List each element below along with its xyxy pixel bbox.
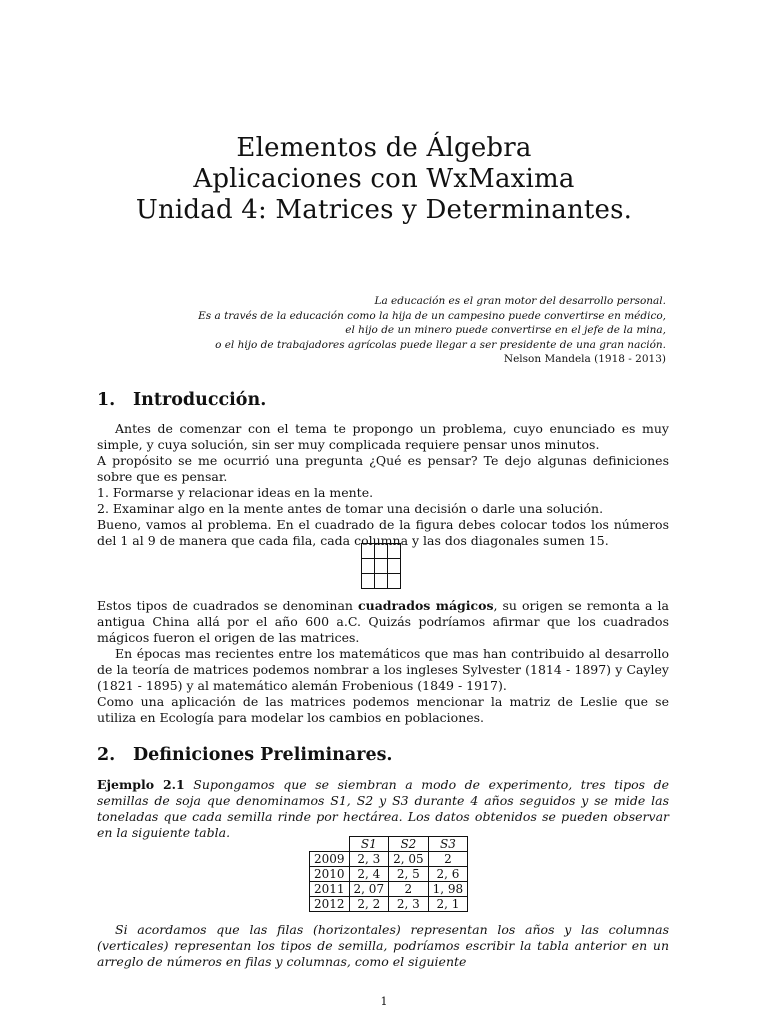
table-cell: 2, 3 [389, 897, 429, 912]
quote-line: o el hijo de trabajadores agrícolas puede llegar a ser presidente de una gran nación. [215, 338, 666, 351]
table-cell: 2, 05 [389, 852, 429, 867]
quote-line: Es a través de la educación como la hija de un campesino puede convertirse en médico, [198, 309, 666, 322]
table-cell: 2009 [310, 852, 350, 867]
table-cell: 2, 2 [349, 897, 389, 912]
section-number: 2. [97, 745, 116, 765]
list-item: 2. Examinar algo en la mente antes de tomar una decisión o darle una solución. [97, 501, 604, 516]
table-cell: 2 [428, 852, 468, 867]
table-cell: 2, 4 [349, 867, 389, 882]
table-cell: 1, 98 [428, 882, 468, 897]
magic-square-body [97, 598, 669, 726]
table-row [310, 897, 468, 912]
intro-body [97, 421, 669, 549]
example-label: Ejemplo 2.1 [97, 777, 185, 792]
paragraph: A propósito se me ocurrió una pregunta ¿Qué es pensar? Te dejo algunas definiciones sobre que es pensar. [97, 453, 669, 484]
table-header: S2 [389, 837, 429, 852]
section-heading-introduccion [97, 389, 266, 411]
title-line-3: Unidad 4: Matrices y Determinantes. [135, 195, 633, 225]
section-title: Introducción. [133, 390, 267, 410]
paragraph-after-table: Si acordamos que las filas (horizontales) representan los años y las columnas (verticales) representan los tipos de semilla, podríamos escribir la tabla anterior en un arreglo de números en filas y columnas, como el siguiente [97, 922, 669, 969]
table-cell: 2012 [310, 897, 350, 912]
document-title [0, 133, 768, 226]
table-cell: 2, 07 [349, 882, 389, 897]
table-cell: 2, 3 [349, 852, 389, 867]
table-cell: 2, 6 [428, 867, 468, 882]
paragraph: Bueno, vamos al problema. En el cuadrado de la figura debes colocar todos los números del 1 al 9 de manera que cada fila, cada columna y las dos diagonales sumen 15. [97, 517, 669, 548]
quote-author: Nelson Mandela (1918 - 2013) [503, 353, 666, 365]
quote-line: La educación es el gran motor del desarrollo personal. [374, 295, 666, 307]
magic-square-grid [361, 543, 401, 589]
title-line-2: Aplicaciones con WxMaxima [193, 164, 575, 194]
paragraph: Como una aplicación de las matrices podemos mencionar la matriz de Leslie que se utiliza en Ecología para modelar los cambios en poblaciones. [97, 694, 669, 725]
table-cell: 2, 1 [428, 897, 468, 912]
section-heading-definiciones [97, 744, 393, 766]
paragraph: En épocas mas recientes entre los matemáticos que mas han contribuido al desarrollo de la teoría de matrices podemos nombrar a los ingleses Sylvester (1814 - 1897) y Cayley (1821 - 1895) y al matemático alemán Frobenious (1849 - 1917). [97, 646, 669, 693]
table-row [310, 852, 468, 867]
table-cell: 2010 [310, 867, 350, 882]
table-row [310, 882, 468, 897]
title-line-1: Elementos de Álgebra [236, 133, 532, 163]
table-cell: 2011 [310, 882, 350, 897]
table-corner [310, 837, 350, 852]
section-number: 1. [97, 390, 116, 410]
yield-table [309, 836, 468, 912]
table-header: S1 [349, 837, 389, 852]
table-row [310, 867, 468, 882]
paragraph: Estos tipos de cuadrados se denominan cuadrados mágicos, su origen se remonta a la antigua China allá por el año 600 a.C. Quizás podríamos afirmar que los cuadrados mágicos fueron el origen de las matrices. [97, 598, 669, 645]
page-number: 1 [380, 995, 388, 1008]
table-header: S3 [428, 837, 468, 852]
quote-line: el hijo de un minero puede convertirse en el jefe de la mina, [345, 324, 666, 336]
example-2-1 [97, 777, 669, 841]
section-title: Definiciones Preliminares. [133, 745, 393, 765]
paragraph: Antes de comenzar con el tema te propongo un problema, cuyo enunciado es muy simple, y cuya solución, sin ser muy complicada requiere pensar unos minutos. [97, 421, 669, 452]
table-cell: 2, 5 [389, 867, 429, 882]
epigraph-quote [198, 294, 666, 367]
table-cell: 2 [389, 882, 429, 897]
table-header-row [310, 837, 468, 852]
example-text: Supongamos que se siembran a modo de experimento, tres tipos de semillas de soja que denominamos S1, S2 y S3 durante 4 años seguidos y se mide las toneladas que cada semilla rinde por hectárea. Los datos obtenidos se pueden observar en la siguiente tabla. [97, 777, 670, 840]
list-item: 1. Formarse y relacionar ideas en la mente. [97, 485, 374, 500]
bold-term: cuadrados mágicos [358, 598, 494, 613]
